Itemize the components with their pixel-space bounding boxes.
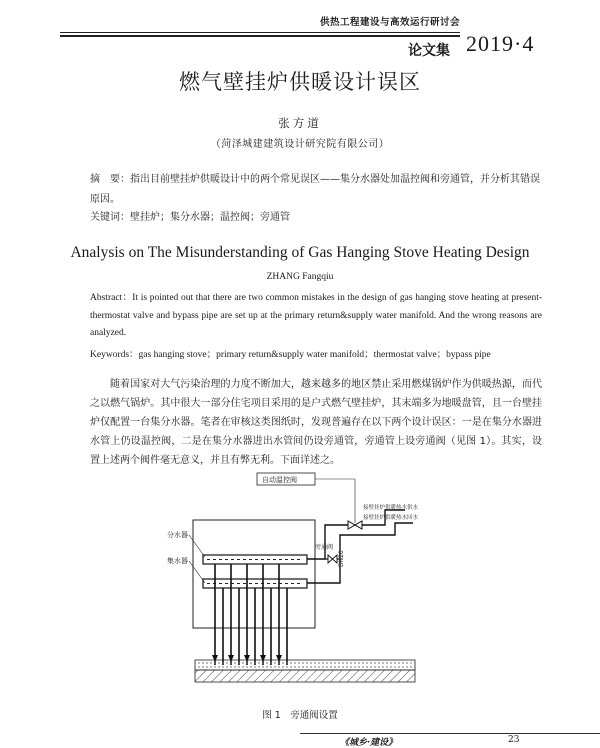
abstract-chinese: 摘 要：指出目前壁挂炉供暖设计中的两个常见误区——集分水器处加温控阀和旁通管，并分析其错误原因。 <box>90 174 540 205</box>
affiliation-chinese: （菏泽城建建筑设计研究院有限公司） <box>210 139 390 150</box>
return-pipe <box>307 523 413 583</box>
author-chinese: 张方道 <box>278 116 322 130</box>
bypass-valve-icon <box>328 555 337 563</box>
figure-caption: 图 1 旁通阀设置 <box>262 710 338 721</box>
keywords-english: Keywords：gas hanging stove；primary return&supply water manifold；thermostat valve；bypass pipe <box>90 350 491 360</box>
to-stove-return-label: 接壁挂炉供暖热水回水 <box>363 515 419 521</box>
page-number: 23 <box>508 735 520 745</box>
floor-screed <box>195 660 415 670</box>
keywords-chinese: 关键词：壁挂炉；集分水器；温控阀；旁通管 <box>90 212 290 223</box>
header-rule-thick <box>60 35 460 37</box>
title-english: Analysis on The Misunderstanding of Gas Hanging Stove Heating Design <box>70 244 530 261</box>
footer-magazine: 《城乡·建设》 <box>340 738 398 748</box>
return-manifold-label: 集水器 <box>167 557 188 565</box>
figure-bypass-diagram <box>165 465 425 695</box>
issue-year: 2019·4 <box>466 31 535 56</box>
header-rule-thin <box>60 32 460 33</box>
abstract-english: Abstract：It is pointed out that there are two common mistakes in the design of gas hanging stove heating at present-thermostat valve and bypass pipe are set up at the primary return&supply water manifold. And the wrong reasons are analyzed. <box>90 293 542 338</box>
author-english: ZHANG Fangqiu <box>266 272 334 282</box>
footer-rule <box>300 733 600 734</box>
bypass-valve-label: 旁通阀 <box>315 544 334 551</box>
body-paragraph: 随着国家对大气污染治理的力度不断加大，越来越多的地区禁止采用燃煤锅炉作为供暖热源，而代之以燃气锅炉。其中很大一部分住宅项目采用的是户式燃气壁挂炉，其末端多为地暖盘管，且一台壁挂炉仅配置一台集分水器。笔者在审核这类图纸时，发现普遍存在以下两个设计误区：一是在集分水器进水管上仍设温控阀，二是在集分水器进出水管间仍设旁通管，旁通管上设旁通阀（见图 1）。其实，设置上述两个阀件毫无意义，并且有弊无利。下面详述之。 <box>90 379 542 466</box>
valve-size-label: DN20 <box>338 550 345 567</box>
to-stove-supply-label: 接壁挂炉供暖热水供水 <box>363 505 419 511</box>
collection-label: 论文集 <box>408 43 450 59</box>
supply-manifold-label: 分水器 <box>167 531 188 539</box>
manifold-cabinet <box>193 520 315 628</box>
thermostat-valve-label: 自动温控阀 <box>262 476 297 484</box>
conference-name: 供热工程建设与高效运行研讨会 <box>320 17 461 28</box>
floor-slab <box>195 670 415 682</box>
title-chinese: 燃气壁挂炉供暖设计误区 <box>179 70 421 94</box>
